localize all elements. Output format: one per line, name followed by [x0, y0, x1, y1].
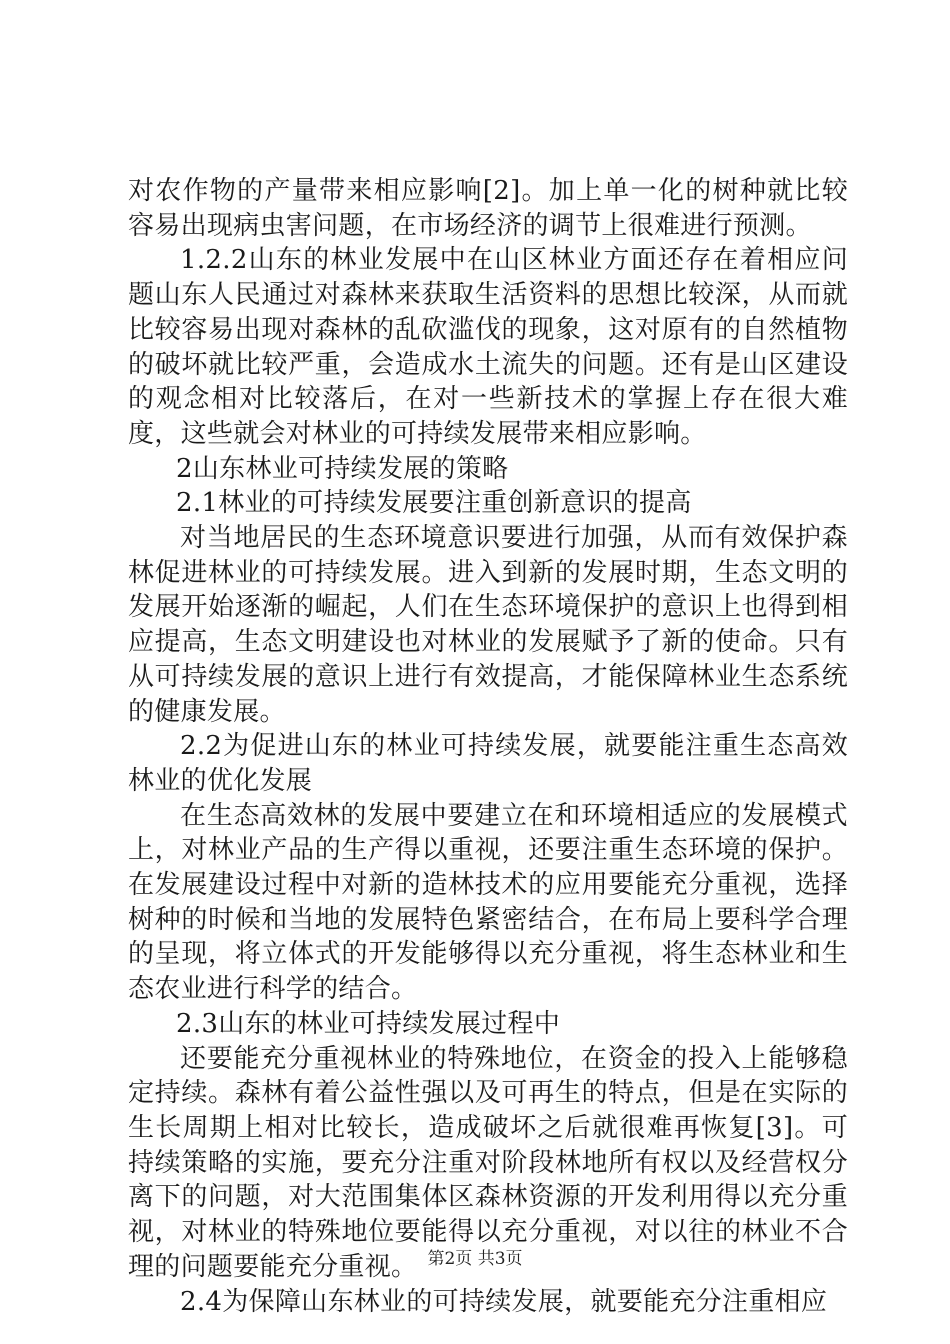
- section-heading-strategies: 2山东林业可持续发展的策略: [176, 453, 509, 484]
- subsection-heading-2-4: 2.4为保障山东林业的可持续发展，就要能充分注重相应: [180, 1286, 828, 1317]
- page-footer: [0, 1244, 950, 1269]
- paragraph-special-status: 还要能充分重视林业的特殊地位，在资金的投入上能够稳定持续。森林有着公益性强以及可再生的特点，但是在实际的生长周期上相对比较长，造成破坏之后就很难再恢复[3]。可持续策略的实施，要充分注重对阶段林地所有权以及经营权分离下的问题，对大范围集体区森林资源的开发利用得以充分重视，对林业的特殊地位要能得以充分重视，对以往的林业不合理的问题要能充分重视。: [128, 1043, 848, 1282]
- subsection-heading-2-1: 2.1林业的可持续发展要注重创新意识的提高: [176, 488, 692, 519]
- paragraph-mountain-forestry-issues: 1.2.2山东的林业发展中在山区林业方面还存在着相应问题山东人民通过对森林来获取生活资料的思想比较深，从而就比较容易出现对森林的乱砍滥伐的现象，这对原有的自然植物的破坏就比较严重，会造成水土流失的问题。还有是山区建设的观念相对比较落后，在对一些新技术的掌握上存在很大难度，这些就会对林业的可持续发展带来相应影响。: [128, 245, 848, 449]
- paragraph-efficient-forestry: 在生态高效林的发展中要建立在和环境相适应的发展模式上，对林业产品的生产得以重视，还要注重生态环境的保护。在发展建设过程中对新的造林技术的应用要能充分重视，选择树种的时候和当地的发展特色紧密结合，在布局上要科学合理的呈现，将立体式的开发能够得以充分重视，将生态林业和生态农业进行科学的结合。: [128, 800, 848, 1005]
- subsection-heading-2-3: 2.3山东的林业可持续发展过程中: [176, 1008, 561, 1039]
- page-number: 第2页 共3页: [427, 1249, 523, 1269]
- paragraph-ecological-awareness: 对当地居民的生态环境意识要进行加强，从而有效保护森林促进林业的可持续发展。进入到新的发展时期，生态文明的发展开始逐渐的崛起，人们在生态环境保护的意识上也得到相应提高，生态文明建设也对林业的发展赋予了新的使命。只有从可持续发展的意识上进行有效提高，才能保障林业生态系统的健康发展。: [128, 523, 848, 727]
- document-body: [128, 174, 848, 1319]
- paragraph-continuation: 对农作物的产量带来相应影响[2]。加上单一化的树种就比较容易出现病虫害问题，在市场经济的调节上很难进行预测。: [128, 176, 848, 241]
- subsection-heading-2-2: 2.2为促进山东的林业可持续发展，就要能注重生态高效林业的优化发展: [128, 731, 848, 796]
